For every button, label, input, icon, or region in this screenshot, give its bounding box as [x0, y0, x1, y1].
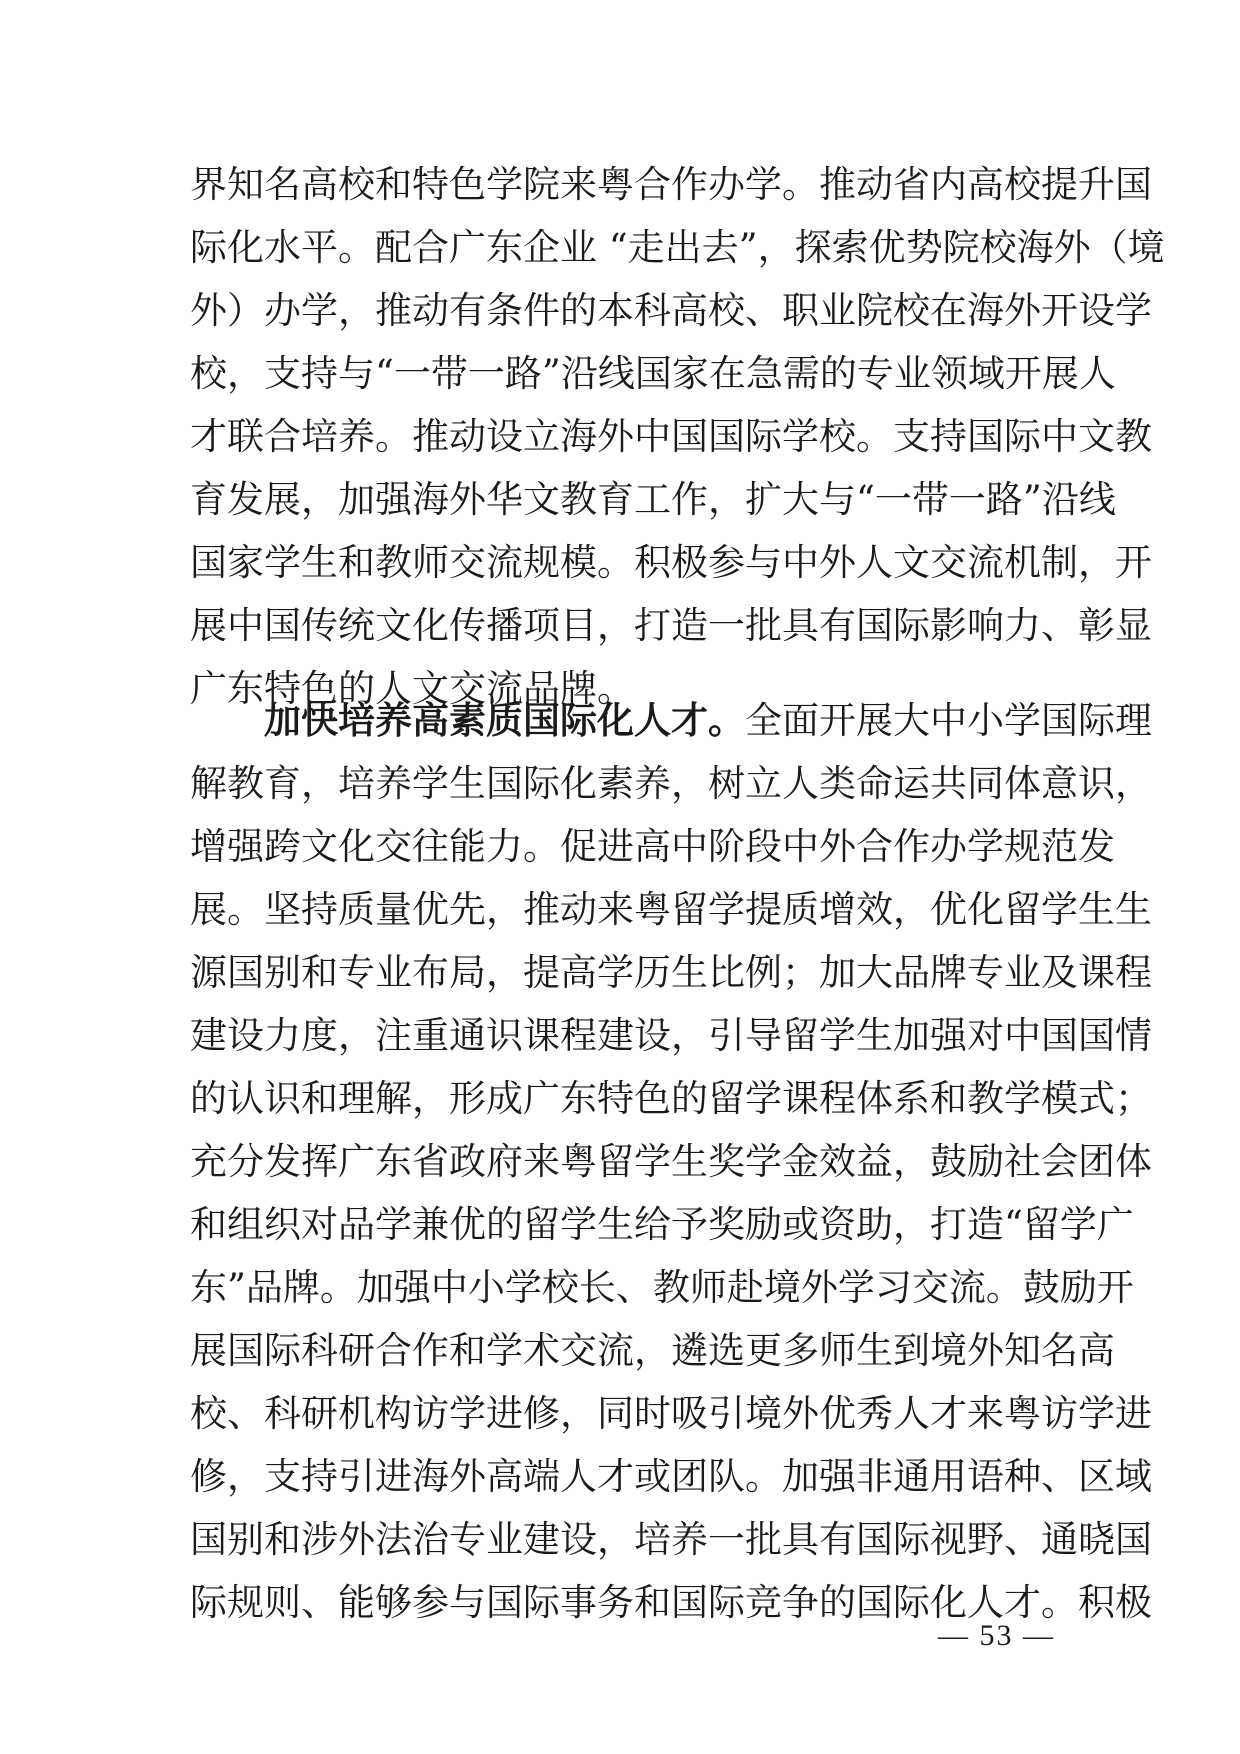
page-number: — 53 — [938, 1619, 1055, 1652]
text-line: 展国际科研合作和学术交流，遴选更多师生到境外知名高 [190, 1329, 1115, 1372]
text-line: 充分发挥广东省政府来粤留学生奖学金效益，鼓励社会团体 [190, 1140, 1152, 1183]
text-line: 才联合培养。推动设立海外中国国际学校。支持国际中文教 [190, 415, 1152, 458]
paragraph-talent-cultivation [190, 689, 1152, 1634]
text-line: 建设力度，注重通识课程建设，引导留学生加强对中国国情 [190, 1014, 1152, 1057]
text-line: 际化水平。配合广东企业 “走出去”，探索优势院校海外（境 [190, 226, 1165, 269]
text-line: 展。坚持质量优先，推动来粤留学提质增效，优化留学生生 [190, 888, 1152, 931]
text-line: 际规则、能够参与国际事务和国际竞争的国际化人才。积极 [190, 1581, 1152, 1624]
text-line-rest: 全面开展大中小学国际理 [745, 699, 1152, 742]
text-line: 展中国传统文化传播项目，打造一批具有国际影响力、彰显 [190, 604, 1152, 647]
text-line: 外）办学，推动有条件的本科高校、职业院校在海外开设学 [190, 289, 1152, 332]
text-line: 广东特色的人文交流品牌。 [190, 667, 634, 710]
paragraph-international-cooperation [190, 153, 1165, 720]
paragraph-lead-heading: 加快培养高素质国际化人才。 [264, 698, 745, 742]
text-line: 增强跨文化交往能力。促进高中阶段中外合作办学规范发 [190, 825, 1115, 868]
text-line: 解教育，培养学生国际化素养，树立人类命运共同体意识， [190, 762, 1152, 805]
text-line: 校，支持与“一带一路”沿线国家在急需的专业领域开展人 [190, 352, 1116, 395]
text-line: 修，支持引进海外高端人才或团队。加强非通用语种、区域 [190, 1455, 1152, 1498]
text-line: 东”品牌。加强中小学校长、教师赴境外学习交流。鼓励开 [190, 1266, 1134, 1309]
text-line: 国家学生和教师交流规模。积极参与中外人文交流机制，开 [190, 541, 1152, 584]
text-line-first [190, 689, 1152, 752]
text-line: 和组织对品学兼优的留学生给予奖励或资助，打造“留学广 [190, 1203, 1134, 1246]
text-line: 源国别和专业布局，提高学历生比例；加大品牌专业及课程 [190, 951, 1152, 994]
text-line: 界知名高校和特色学院来粤合作办学。推动省内高校提升国 [190, 163, 1152, 206]
text-line: 校、科研机构访学进修，同时吸引境外优秀人才来粤访学进 [190, 1392, 1152, 1435]
text-line: 的认识和理解，形成广东特色的留学课程体系和教学模式； [190, 1077, 1152, 1120]
text-line: 育发展，加强海外华文教育工作，扩大与“一带一路”沿线 [190, 478, 1116, 521]
text-line: 国别和涉外法治专业建设，培养一批具有国际视野、通晓国 [190, 1518, 1152, 1561]
